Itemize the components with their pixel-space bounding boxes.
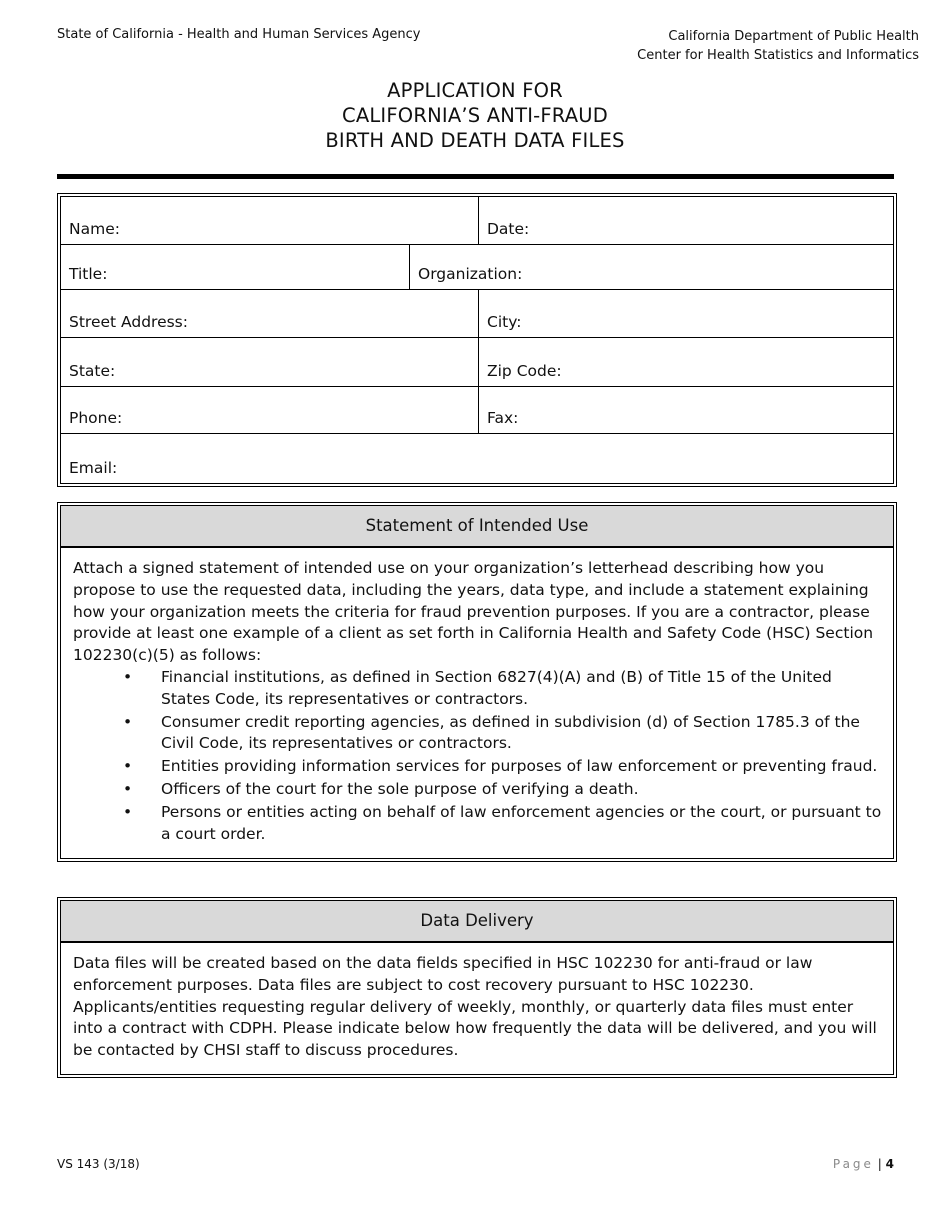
title-line-1: APPLICATION FOR (387, 79, 563, 102)
bullet-icon: • (123, 779, 133, 798)
page-title (0, 78, 950, 153)
fax-field[interactable] (478, 387, 893, 433)
title-line-2: CALIFORNIA’S ANTI-FRAUD (342, 104, 608, 127)
street-address-label: Street Address: (69, 313, 188, 331)
title-field[interactable] (61, 245, 409, 289)
organization-label: Organization: (418, 265, 523, 283)
date-label: Date: (487, 220, 530, 238)
contact-form (57, 193, 897, 487)
page-indicator (833, 1157, 894, 1171)
street-address-field[interactable] (61, 290, 478, 337)
department-header (637, 27, 919, 65)
zip-code-label: Zip Code: (487, 362, 562, 380)
intended-use-list (73, 667, 883, 845)
page-label: Page (832, 1157, 874, 1171)
intended-use-heading: Statement of Intended Use (61, 506, 893, 548)
list-item: • Officers of the court for the sole purpose of verifying a death. (161, 779, 883, 801)
city-label: City: (487, 313, 522, 331)
zip-code-field[interactable] (478, 338, 893, 386)
list-item: • Financial institutions, as defined in Section 6827(4)(A) and (B) of Title 15 of the United States Code, its representatives or contractors. (123, 667, 832, 708)
bullet-icon: • (123, 757, 133, 776)
title-label: Title: (69, 265, 108, 283)
data-delivery-paragraph: Data files will be created based on the data fields specified in HSC 102230 for anti-fraud or law enforcement purposes. Data files are subject to cost recovery pursuant to HSC 102230. Applicants/entities requesting regular delivery of weekly, monthly, or quarterly data files must enter into a contract with CDPH. Please indicate below how frequently the data will be delivered, and you will be contacted by CHSI staff to discuss procedures. (73, 954, 877, 1060)
page-separator: | (877, 1157, 882, 1171)
title-divider (57, 174, 894, 179)
form-id: VS 143 (3/18) (57, 1157, 140, 1171)
state-field[interactable] (61, 338, 478, 386)
list-item: • Persons or entities acting on behalf of law enforcement agencies or the court, or pursuant to a court order. (123, 802, 882, 843)
city-field[interactable] (478, 290, 893, 337)
phone-label: Phone: (69, 409, 123, 427)
department-name: California Department of Public Health (668, 29, 919, 44)
organization-field[interactable] (409, 245, 893, 289)
list-item: • Entities providing information services for purposes of law enforcement or preventing fraud. (161, 756, 883, 778)
phone-field[interactable] (61, 387, 478, 433)
bullet-icon: • (123, 802, 133, 821)
email-field[interactable] (61, 434, 893, 483)
name-label: Name: (69, 220, 120, 238)
intended-use-section (57, 502, 897, 862)
bullet-icon: • (123, 667, 133, 686)
name-field[interactable] (61, 197, 478, 244)
email-label: Email: (69, 459, 118, 477)
bullet-icon: • (123, 712, 133, 731)
state-label: State: (69, 362, 116, 380)
intended-use-paragraph: Attach a signed statement of intended use on your organization’s letterhead describing how you propose to use the requested data, including the years, data type, and include a statement explaining how your organization meets the criteria for fraud prevention purposes. If you are a contractor, please provide at least one example of a client as set forth in California Health and Safety Code (HSC) Section 102230(c)(5) as follows: (73, 559, 874, 665)
data-delivery-section (57, 897, 897, 1078)
title-line-3: BIRTH AND DEATH DATA FILES (325, 129, 625, 152)
list-item: • Consumer credit reporting agencies, as defined in subdivision (d) of Section 1785.3 of the Civil Code, its representatives or contractors. (123, 712, 860, 753)
page-number: 4 (885, 1157, 894, 1171)
agency-header: State of California - Health and Human Services Agency (57, 27, 421, 42)
date-field[interactable] (478, 197, 893, 244)
center-name: Center for Health Statistics and Informatics (637, 48, 919, 63)
fax-label: Fax: (487, 409, 519, 427)
data-delivery-heading: Data Delivery (61, 901, 893, 943)
